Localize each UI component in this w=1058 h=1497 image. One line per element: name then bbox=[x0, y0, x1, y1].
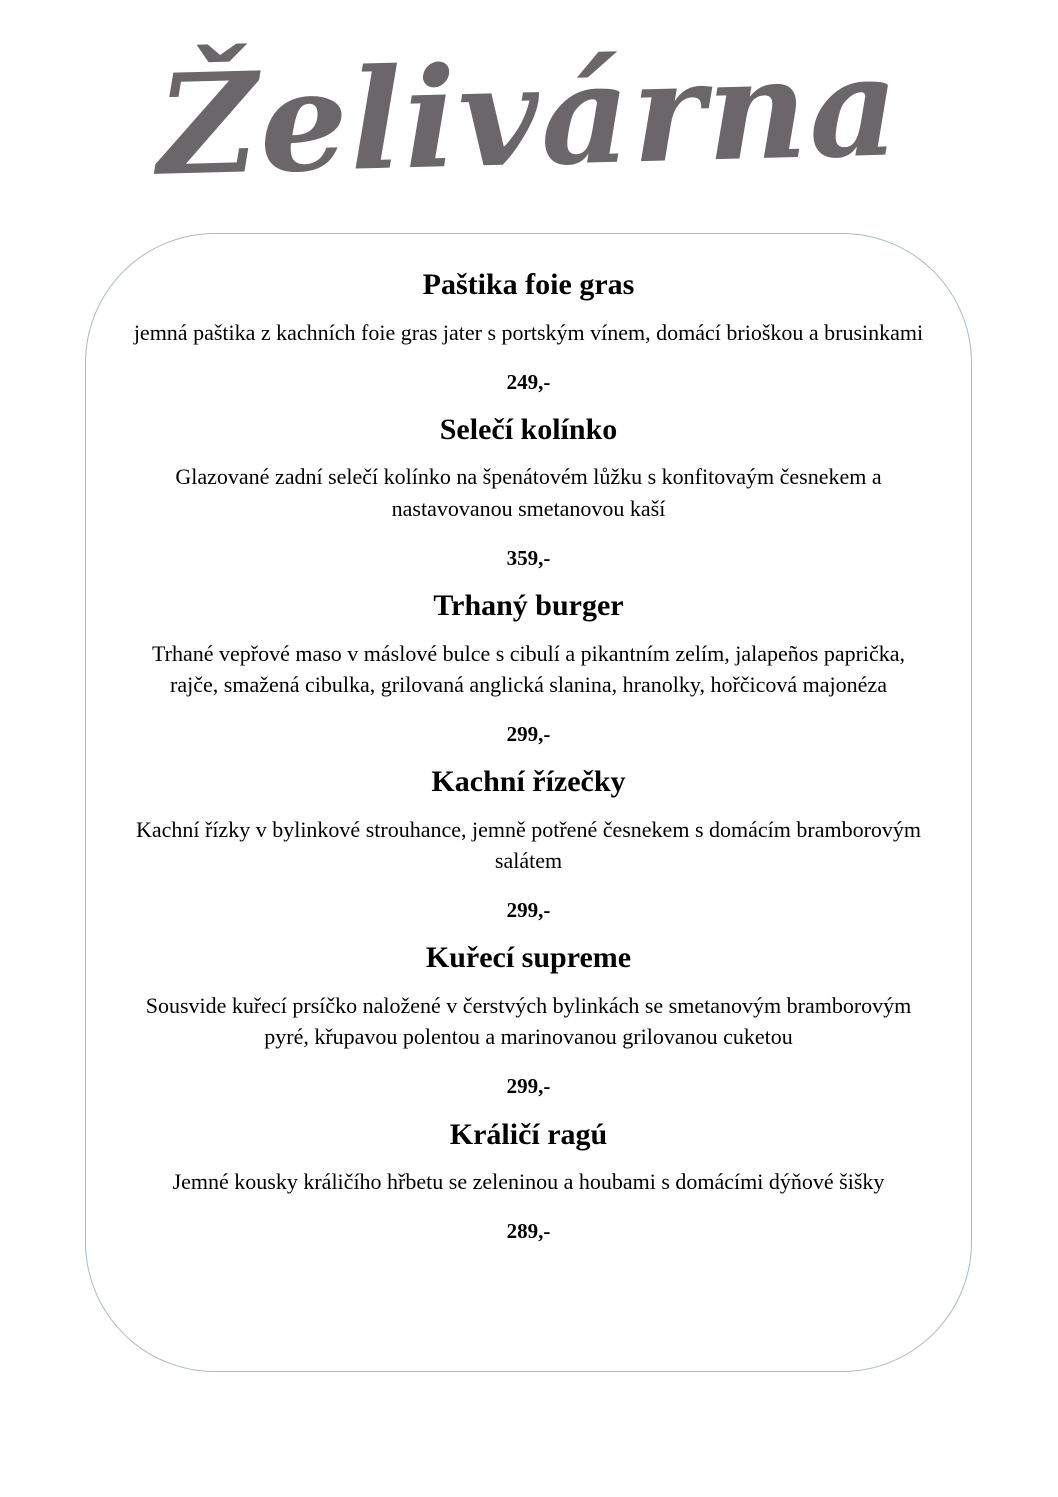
menu-item-price: 249,- bbox=[506, 369, 551, 394]
menu-item-name: Kachní řízečky bbox=[431, 765, 626, 799]
menu-item-price: 289,- bbox=[506, 1219, 551, 1244]
menu-item-description: Kachní řízky v bylinkové strouhance, jemně potřené česnekem s domácím bramborovým salátem bbox=[135, 816, 922, 873]
menu-item bbox=[130, 411, 927, 571]
menu-item-name: Paštika foie gras bbox=[422, 268, 635, 301]
menu-item-price: 359,- bbox=[506, 545, 551, 570]
menu-item-description: Glazované zadní selečí kolínko na špenátovém lůžku s konfitovaým česnekem a nastavovanou smetanovou kaší bbox=[175, 464, 882, 521]
menu-item-name: Selečí kolínko bbox=[439, 412, 618, 446]
menu-item bbox=[130, 1116, 927, 1245]
menu-item-description: jemná paštika z kachních foie gras jater s portským vínem, domácí brioškou a brusinkami bbox=[133, 319, 924, 345]
menu-item bbox=[130, 763, 927, 923]
menu-item-description: Jemné kousky králičího hřbetu se zeleninou a houbami s domácími dýňové šišky bbox=[172, 1169, 885, 1195]
menu-item-name: Králičí ragú bbox=[449, 1117, 608, 1151]
menu-item-price: 299,- bbox=[506, 722, 551, 747]
menu-item-price: 299,- bbox=[506, 898, 551, 923]
menu-item bbox=[130, 266, 927, 395]
menu-panel bbox=[85, 233, 972, 1372]
menu-item-price: 299,- bbox=[506, 1074, 551, 1099]
restaurant-logo-text: Želivárna bbox=[155, 23, 903, 207]
menu-item-description: Trhané vepřové maso v máslové bulce s cibulí a pikantním zelím, jalapeños paprička, rajče, smažená cibulka, grilovaná anglická slanina, hranolky, hořčicová majonéza bbox=[151, 640, 906, 697]
menu-item bbox=[130, 939, 927, 1099]
menu-item-description: Sousvide kuřecí prsíčko naložené v čerstvých bylinkách se smetanovým bramborovým pyré, křupavou polentou a marinovanou grilovanou cuketou bbox=[145, 992, 912, 1050]
restaurant-logo bbox=[0, 8, 1058, 223]
menu-item-name: Trhaný burger bbox=[433, 589, 624, 623]
menu-item-name: Kuřecí supreme bbox=[425, 941, 632, 975]
menu-item bbox=[130, 587, 927, 747]
